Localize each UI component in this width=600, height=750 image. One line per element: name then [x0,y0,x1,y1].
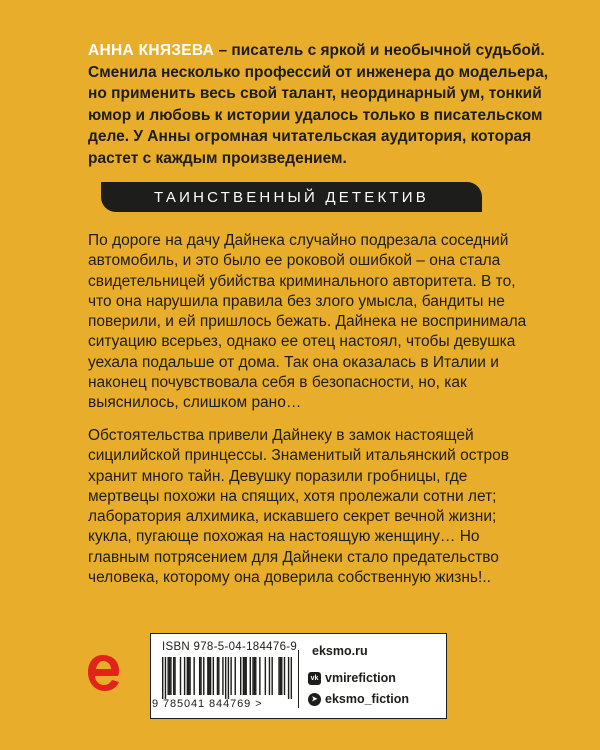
description-text-2: Обстоятельства привели Дайнеку в замок настоящей сицилийской принцессы. Знаменитый итальянский остров хранит много тайн. Девушку поразили гробницы, где мертвецы похожи на спящих, хотя пролежали сотни лет; лаборатория алхимика, искавшего секрет вечной жизни; кукла, пугающе похожая на настоящую женщину… Но главным потрясением для Дайнеки стало предательство человека, которому она доверила собственную жизнь!.. [88,427,510,587]
barcode-bar [203,657,204,695]
barcode-bar [209,657,210,695]
description-text-1: По дороге на дачу Дайнека случайно подрезала соседний автомобиль, и это было ее роковой ошибкой – она стала свидетельницей убийства криминального авторитета. В то, что она нарушила правила без злого умысла, бандиты не поверили, и ей пришлось бежать. Дайнека не воспринимала ситуацию всерьез, однако ее отец настоял, чтобы девушка уехала подальше от дома. Так она оказалась в Италии и наконец почувствовала себя в безопасности, но, как выяснилось, слишком рано… [88,232,527,412]
telegram-link[interactable] [308,692,409,706]
description-paragraph-1 [88,231,528,414]
telegram-handle: eksmo_fiction [325,692,410,706]
author-bio-text: – писатель с яркой и необычной судьбой. Сменила несколько профессий от инженера до модельера, но применить весь свой талант, неординарный ум, тонкий юмор и любовь к истории удалось только в писательском деле. У Анны огромная читательская аудитория, которая растет с каждым произведением. [88,42,548,167]
genre-banner: ТАИНСТВЕННЫЙ ДЕТЕКТИВ [101,182,482,212]
barcode-bar [284,657,285,695]
panel-divider [298,650,299,708]
isbn-text: ISBN 978-5-04-184476-9 [162,641,298,653]
eksmo-logo-icon [85,652,121,694]
barcode-bar [230,657,231,695]
barcode-bar [265,657,266,695]
barcode-bar [252,657,253,695]
barcode-bar [254,657,255,695]
barcode-bar [165,657,166,699]
vk-handle: vmirefiction [325,671,396,685]
barcode-bar [210,657,211,695]
author-name: АННА КНЯЗЕВА [88,42,215,59]
description-paragraph-2 [88,426,528,588]
barcode-digits: 9 785041 844769 > [152,698,263,710]
barcode-bar [259,657,260,695]
barcode-bar [187,657,188,695]
publisher-website[interactable]: eksmo.ru [312,644,368,658]
barcode-bar [245,657,246,695]
barcode-bar [188,657,189,695]
barcode-bar [269,657,270,695]
barcode-bar [199,657,200,695]
barcode-bar [189,657,190,695]
barcode-bar [288,657,289,699]
barcode-bar [169,657,170,695]
barcode-bar [193,657,194,695]
barcode-bar [200,657,201,695]
barcode-bar [281,657,282,695]
barcode-bar [167,657,168,695]
barcode-bar [213,657,214,695]
barcode-bar [180,657,181,695]
barcode-bar [207,657,208,695]
barcode-bar [271,657,272,695]
barcode-bar [280,657,281,695]
barcode-bar [291,657,292,699]
barcode-bar [174,657,175,695]
barcode-bar [217,657,218,695]
barcode-bar [240,657,241,695]
barcode-bar [222,657,223,695]
barcode-bar [243,657,244,695]
telegram-icon: ➤ [308,693,321,706]
vk-icon: vk [308,672,321,685]
barcode-bar [278,657,279,695]
barcode-bar [250,657,251,695]
author-bio [88,40,568,169]
barcode-bar [173,657,174,695]
barcode-bar [235,657,236,695]
barcode-bar [244,657,245,695]
barcode [162,657,292,699]
barcode-bar [162,657,163,699]
barcode-bar [228,657,229,699]
barcode-bar [225,657,226,699]
vk-link[interactable] [308,671,396,685]
barcode-bar [218,657,219,695]
barcode-bar [170,657,171,695]
barcode-bar [255,657,256,695]
barcode-bar [184,657,185,695]
